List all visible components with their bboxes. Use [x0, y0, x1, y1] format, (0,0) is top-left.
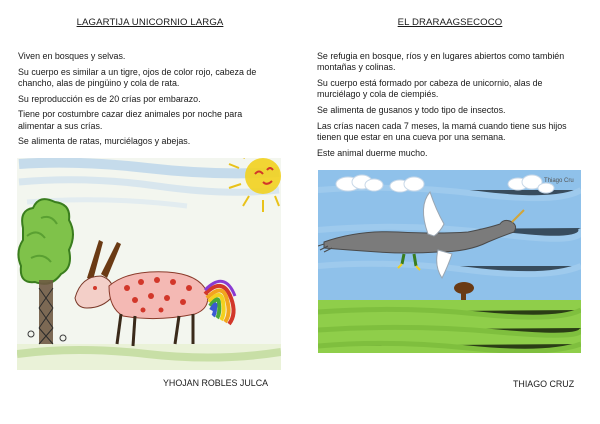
right-paragraph: Las crías nacen cada 7 meses, la mamá cuando tiene sus hijos tienen que estar en una cueva por una semana. — [317, 120, 567, 142]
left-paragraph: Su cuerpo es similar a un tigre, ojos de color rojo, cabeza de chancho, alas de pingüino y cola de rata. — [18, 66, 257, 88]
left-paragraph: Tiene por costumbre cazar diez animales por noche para alimentar a sus crías. — [18, 109, 243, 131]
left-drawing — [17, 158, 281, 370]
left-title: LAGARTIJA UNICORNIO LARGA — [76, 17, 224, 28]
right-paragraph: Este animal duerme mucho. — [317, 147, 428, 158]
right-drawing — [318, 170, 581, 353]
left-author: YHOJAN ROBLES JULCA — [163, 378, 269, 388]
left-paragraph: Viven en bosques y selvas. — [18, 51, 126, 61]
drawing-signature: Thiago Cru — [544, 178, 574, 184]
right-paragraph: Se alimenta de gusanos y todo tipo de insectos. — [317, 105, 506, 115]
left-paragraph: Su reproducción es de 20 crías por embarazo. — [18, 93, 201, 104]
right-paragraph: Su cuerpo está formado por cabeza de unicornio, alas de murciélago y cola de ciempiés. — [317, 78, 543, 100]
right-description — [317, 51, 585, 163]
unicorn-lizard-drawing — [17, 158, 281, 370]
right-paragraph: Se refugia en bosque, ríos y en lugares abiertos como también montañas y colinas. — [317, 51, 565, 73]
right-author: THIAGO CRUZ — [513, 379, 575, 389]
right-page — [300, 0, 600, 424]
right-title: EL DRARAAGSECOCO — [397, 17, 503, 28]
left-description — [18, 51, 280, 152]
draraagsecoco-drawing — [318, 170, 581, 353]
left-paragraph: Se alimenta de ratas, murciélagos y abejas. — [18, 136, 191, 147]
